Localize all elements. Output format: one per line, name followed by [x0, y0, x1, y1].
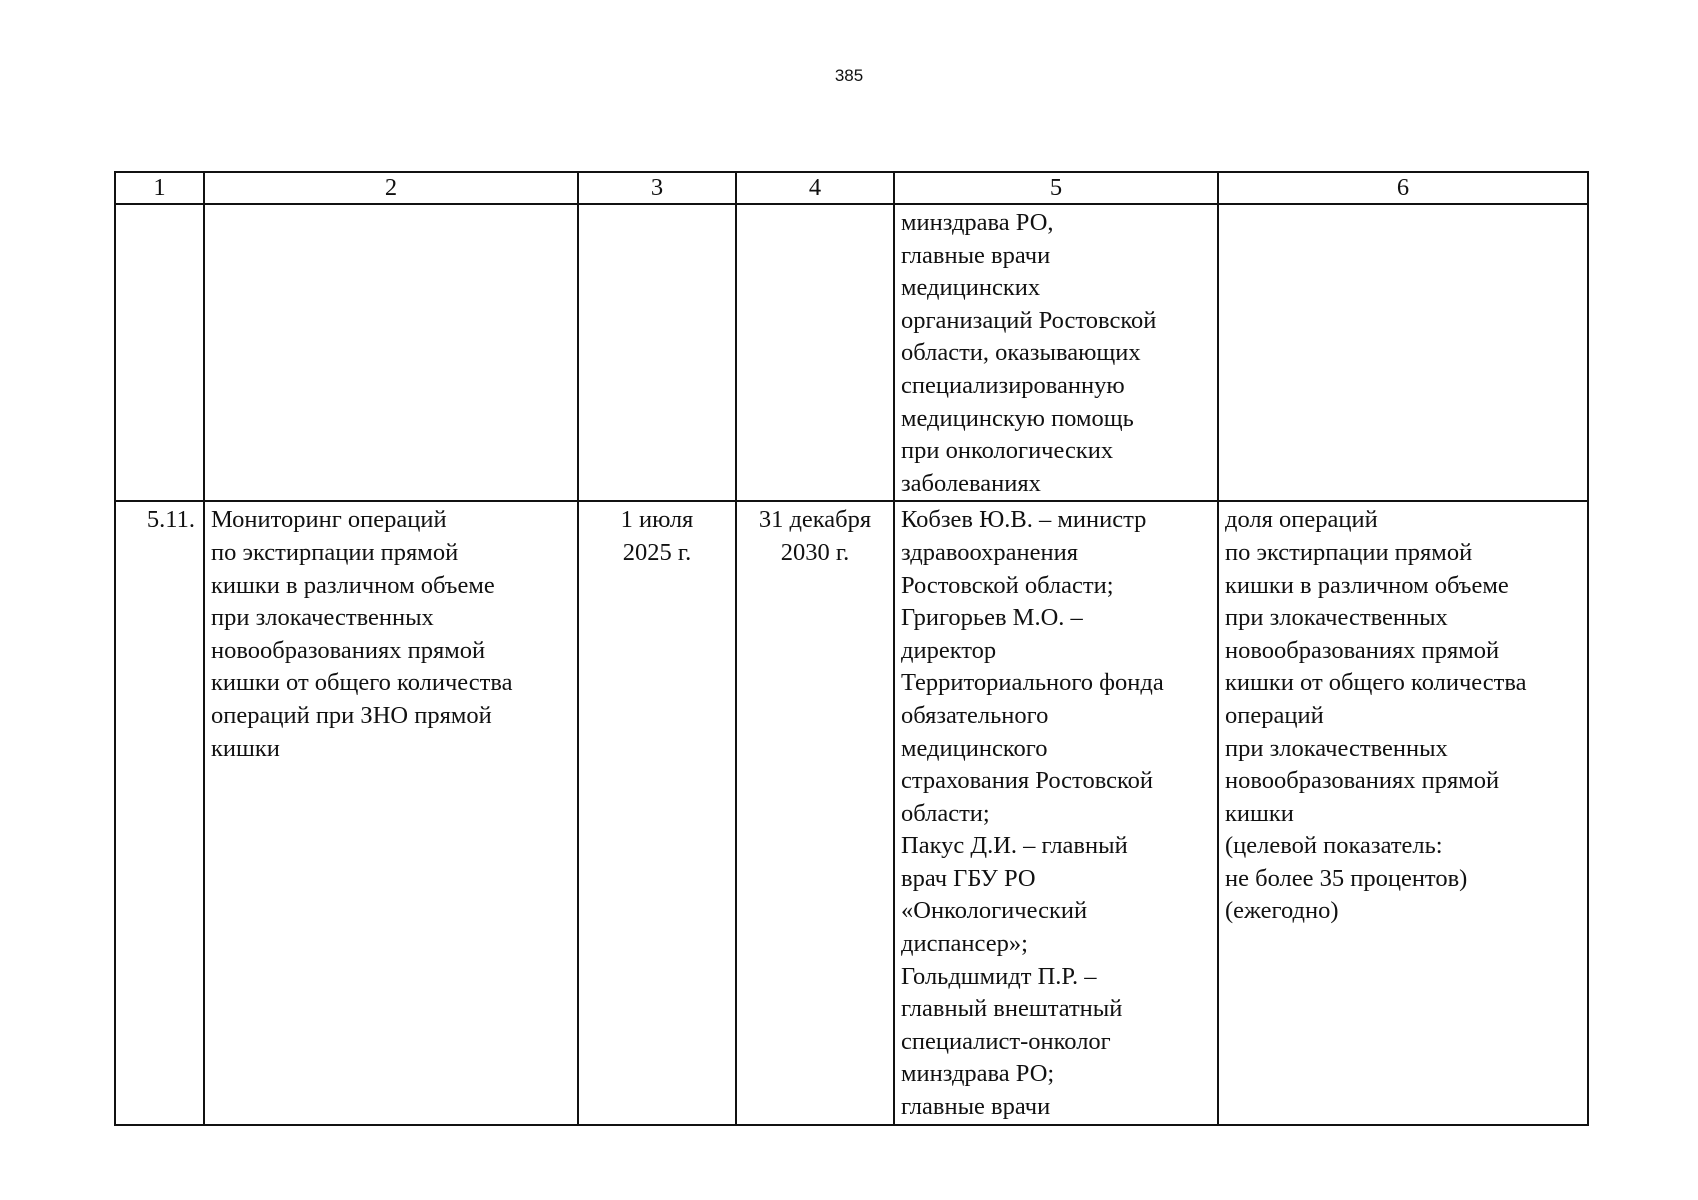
start-date-cell: 1 июля 2025 г.	[578, 501, 736, 1124]
column-header: 5	[894, 172, 1218, 204]
start-date-cell	[578, 204, 736, 501]
end-date-cell: 31 декабря 2030 г.	[736, 501, 894, 1124]
responsible-cell: минздрава РО, главные врачи медицинских организаций Ростовской области, оказывающих специализированную медицинскую помощь при онкологических заболеваниях	[894, 204, 1218, 501]
responsible-cell: Кобзев Ю.В. – министр здравоохранения Ростовской области; Григорьев М.О. – директор Территориального фонда обязательного медицинского страхования Ростовской области; Пакус Д.И. – главный врач ГБУ РО «Онкологический диспансер»; Гольдшмидт П.Р. – главный внештатный специалист-онколог минздрава РО; главные врачи	[894, 501, 1218, 1124]
column-header: 2	[204, 172, 578, 204]
row-number-cell: 5.11.	[115, 501, 204, 1124]
table-row	[115, 204, 1588, 501]
column-header: 3	[578, 172, 736, 204]
table-row	[115, 501, 1588, 1124]
page-number: 385	[834, 66, 864, 85]
measures-table	[114, 171, 1589, 1126]
table-header-row	[115, 172, 1588, 204]
column-header: 1	[115, 172, 204, 204]
column-header: 4	[736, 172, 894, 204]
row-number-cell	[115, 204, 204, 501]
end-date-cell	[736, 204, 894, 501]
column-header: 6	[1218, 172, 1588, 204]
activity-cell: Мониторинг операций по экстирпации прямой кишки в различном объеме при злокачественных новообразованиях прямой кишки от общего количества операций при ЗНО прямой кишки	[204, 501, 578, 1124]
activity-cell	[204, 204, 578, 501]
result-cell: доля операций по экстирпации прямой кишки в различном объеме при злокачественных новообразованиях прямой кишки от общего количества операций при злокачественных новообразованиях прямой кишки (целевой показатель: не более 35 процентов) (ежегодно)	[1218, 501, 1588, 1124]
result-cell	[1218, 204, 1588, 501]
